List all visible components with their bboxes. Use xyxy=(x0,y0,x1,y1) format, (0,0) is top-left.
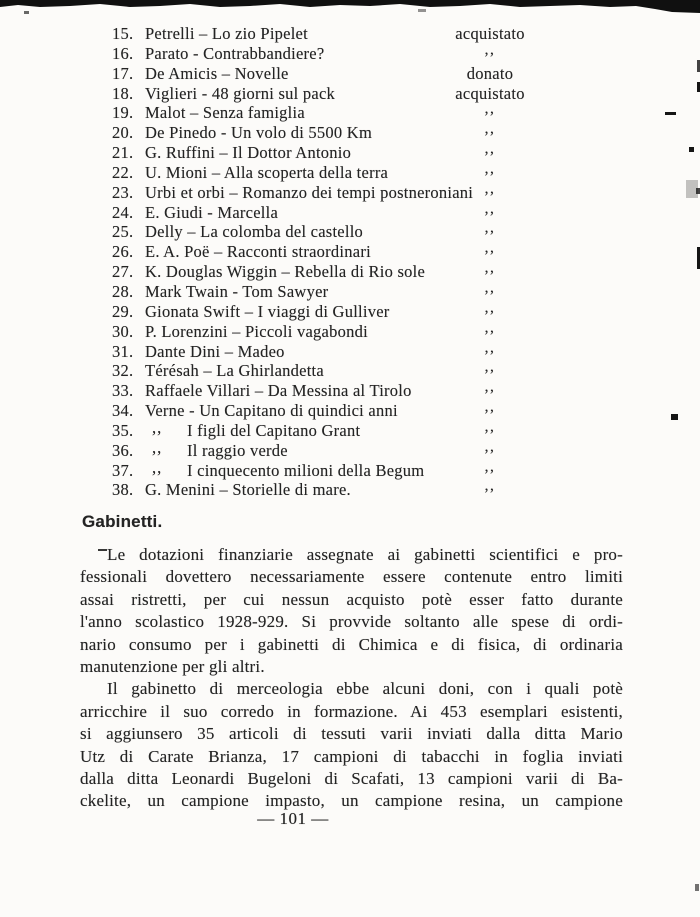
item-number: 18. xyxy=(112,83,134,103)
item-number: 25. xyxy=(112,222,134,242)
book-list xyxy=(0,24,700,500)
page-number: — 101 — xyxy=(257,809,329,828)
book-list-item xyxy=(0,199,700,223)
item-number: 34. xyxy=(112,401,134,421)
author-ditto-mark: ,, xyxy=(152,457,163,477)
item-status: ,, xyxy=(484,239,496,257)
paragraph-line: Utz di Carate Brianza, 17 campioni di tabacchi in foglia inviati xyxy=(80,746,623,766)
scan-top-edge-artifact xyxy=(0,0,700,16)
item-status: ,, xyxy=(484,398,496,416)
item-title: Urbi et orbi – Romanzo dei tempi postneroniani xyxy=(145,182,474,202)
item-number: 15. xyxy=(112,24,134,43)
item-number: 28. xyxy=(112,281,134,301)
item-status: ,, xyxy=(484,417,496,435)
paragraph-line: l'anno scolastico 1928-929. Si provvide soltanto alle spese di ordi- xyxy=(80,612,623,632)
item-number: 27. xyxy=(112,262,134,282)
section-heading: Gabinetti. xyxy=(82,512,163,531)
book-list-item xyxy=(0,477,700,500)
item-number: 22. xyxy=(112,162,134,182)
paragraph-line: arricchire il suo corredo in formazione. Ai 453 esemplari esistenti, xyxy=(80,701,623,721)
item-status: acquistato xyxy=(455,24,525,43)
item-title: Térésah – La Ghirlandetta xyxy=(145,361,324,381)
item-title: Mark Twain - Tom Sawyer xyxy=(145,281,329,301)
item-title: I figli del Capitano Grant xyxy=(187,420,361,440)
book-list-item xyxy=(0,64,700,84)
item-title: Il raggio verde xyxy=(187,440,288,460)
author-ditto-mark: ,, xyxy=(152,437,163,457)
item-title: Raffaele Villari – Da Messina al Tirolo xyxy=(145,381,412,401)
book-list-item xyxy=(0,437,700,461)
book-list-item xyxy=(0,24,700,44)
paragraph-line: Il gabinetto di merceologia ebbe alcuni doni, con i quali potè xyxy=(107,679,623,699)
book-list-item xyxy=(0,358,700,381)
item-status: ,, xyxy=(484,140,496,158)
paragraph-line: assai ristretti, per cui nessun acquisto potè esser fatto durante xyxy=(80,589,623,609)
item-status: ,, xyxy=(484,358,496,376)
item-title: I cinquecento milioni della Begum xyxy=(187,460,425,480)
item-title: Verne - Un Capitano di quindici anni xyxy=(145,401,398,421)
book-list-item xyxy=(0,140,700,163)
item-title: Viglieri - 48 giorni sul pack xyxy=(145,83,336,103)
section-paragraphs xyxy=(80,544,623,813)
item-number: 38. xyxy=(112,480,134,500)
book-list-item xyxy=(0,120,700,143)
item-status: ,, xyxy=(484,179,496,197)
item-status: ,, xyxy=(484,298,496,316)
item-number: 26. xyxy=(112,242,134,262)
item-number: 32. xyxy=(112,361,134,381)
item-title: De Amicis – Novelle xyxy=(145,63,289,83)
item-title: Dante Dini – Madeo xyxy=(145,341,285,361)
item-title: Gionata Swift – I viaggi di Gulliver xyxy=(145,301,390,321)
book-list-item xyxy=(0,179,700,203)
item-status: donato xyxy=(466,63,514,83)
item-title: E. A. Poë – Racconti straordinari xyxy=(145,242,371,262)
book-list-item xyxy=(0,378,700,401)
item-title: U. Mioni – Alla scoperta della terra xyxy=(145,162,389,182)
book-list-item xyxy=(0,318,700,342)
paragraph-line: si aggiunsero 35 articoli di tessuti varii inviati dalla ditta Mario xyxy=(80,724,623,744)
item-title: Parato - Contrabbandiere? xyxy=(145,43,325,63)
paragraph-line: manutenzione per gli altri. xyxy=(80,656,265,676)
item-status: ,, xyxy=(484,219,496,237)
author-ditto-mark: ,, xyxy=(152,417,163,437)
item-number: 30. xyxy=(112,321,134,341)
item-number: 20. xyxy=(112,123,134,143)
item-number: 35. xyxy=(112,420,134,440)
item-number: 37. xyxy=(112,460,134,480)
item-title: G. Menini – Storielle di mare. xyxy=(145,480,351,500)
book-list-item xyxy=(0,417,700,441)
item-status: acquistato xyxy=(455,83,525,103)
book-list-item xyxy=(0,40,700,64)
book-list-item xyxy=(0,100,700,123)
item-number: 29. xyxy=(112,301,134,321)
item-status: ,, xyxy=(484,378,496,396)
paragraph-line: ckelite, un campione impasto, un campione resina, un campione xyxy=(80,791,623,811)
item-status: ,, xyxy=(484,199,496,217)
item-number: 21. xyxy=(112,143,134,163)
paragraph-line: nario consumo per i gabinetti di Chimica e di fisica, di ordinaria xyxy=(80,634,623,654)
item-status: ,, xyxy=(484,120,496,138)
item-title: E. Giudi - Marcella xyxy=(145,202,279,222)
book-list-item xyxy=(0,84,700,104)
paragraph-line: dalla ditta Leonardi Bugeloni di Scafati, 13 campioni varii di Ba- xyxy=(80,768,623,788)
paragraph-line: Le dotazioni finanziarie assegnate ai gabinetti scientifici e pro- xyxy=(107,545,623,564)
item-title: De Pinedo - Un volo di 5500 Km xyxy=(145,123,373,143)
item-number: 23. xyxy=(112,182,134,202)
book-list-item xyxy=(0,159,700,183)
item-title: K. Douglas Wiggin – Rebella di Rio sole xyxy=(145,262,426,282)
book-list-item xyxy=(0,278,700,302)
item-number: 24. xyxy=(112,202,134,222)
item-status: ,, xyxy=(484,159,496,177)
item-title: P. Lorenzini – Piccoli vagabondi xyxy=(145,321,368,341)
item-title: Delly – La colomba del castello xyxy=(145,222,364,242)
book-list-item xyxy=(0,457,700,481)
item-number: 33. xyxy=(112,381,134,401)
item-status: ,, xyxy=(484,457,496,475)
item-number: 19. xyxy=(112,103,134,123)
item-status: ,, xyxy=(484,40,496,58)
item-status: ,, xyxy=(484,318,496,336)
item-title: Petrelli – Lo zio Pipelet xyxy=(145,24,308,43)
item-status: ,, xyxy=(484,278,496,296)
item-number: 36. xyxy=(112,440,134,460)
book-list-item xyxy=(0,398,700,421)
scan-mark xyxy=(695,884,699,891)
item-status: ,, xyxy=(484,100,496,118)
book-list-item xyxy=(0,338,700,362)
book-list-item xyxy=(0,219,700,242)
item-number: 16. xyxy=(112,43,134,63)
item-title: G. Ruffini – Il Dottor Antonio xyxy=(145,143,352,163)
item-title: Malot – Senza famiglia xyxy=(145,103,305,123)
item-number: 31. xyxy=(112,341,134,361)
item-status: ,, xyxy=(484,259,496,277)
paragraph-line: fessionali dovettero necessariamente essere contenute entro limiti xyxy=(80,567,623,587)
book-list-item xyxy=(0,239,700,262)
book-list-item xyxy=(0,259,700,282)
item-status: ,, xyxy=(484,437,496,455)
item-number: 17. xyxy=(112,63,134,83)
item-status: ,, xyxy=(484,338,496,356)
item-status: ,, xyxy=(484,477,496,495)
book-list-item xyxy=(0,298,700,322)
